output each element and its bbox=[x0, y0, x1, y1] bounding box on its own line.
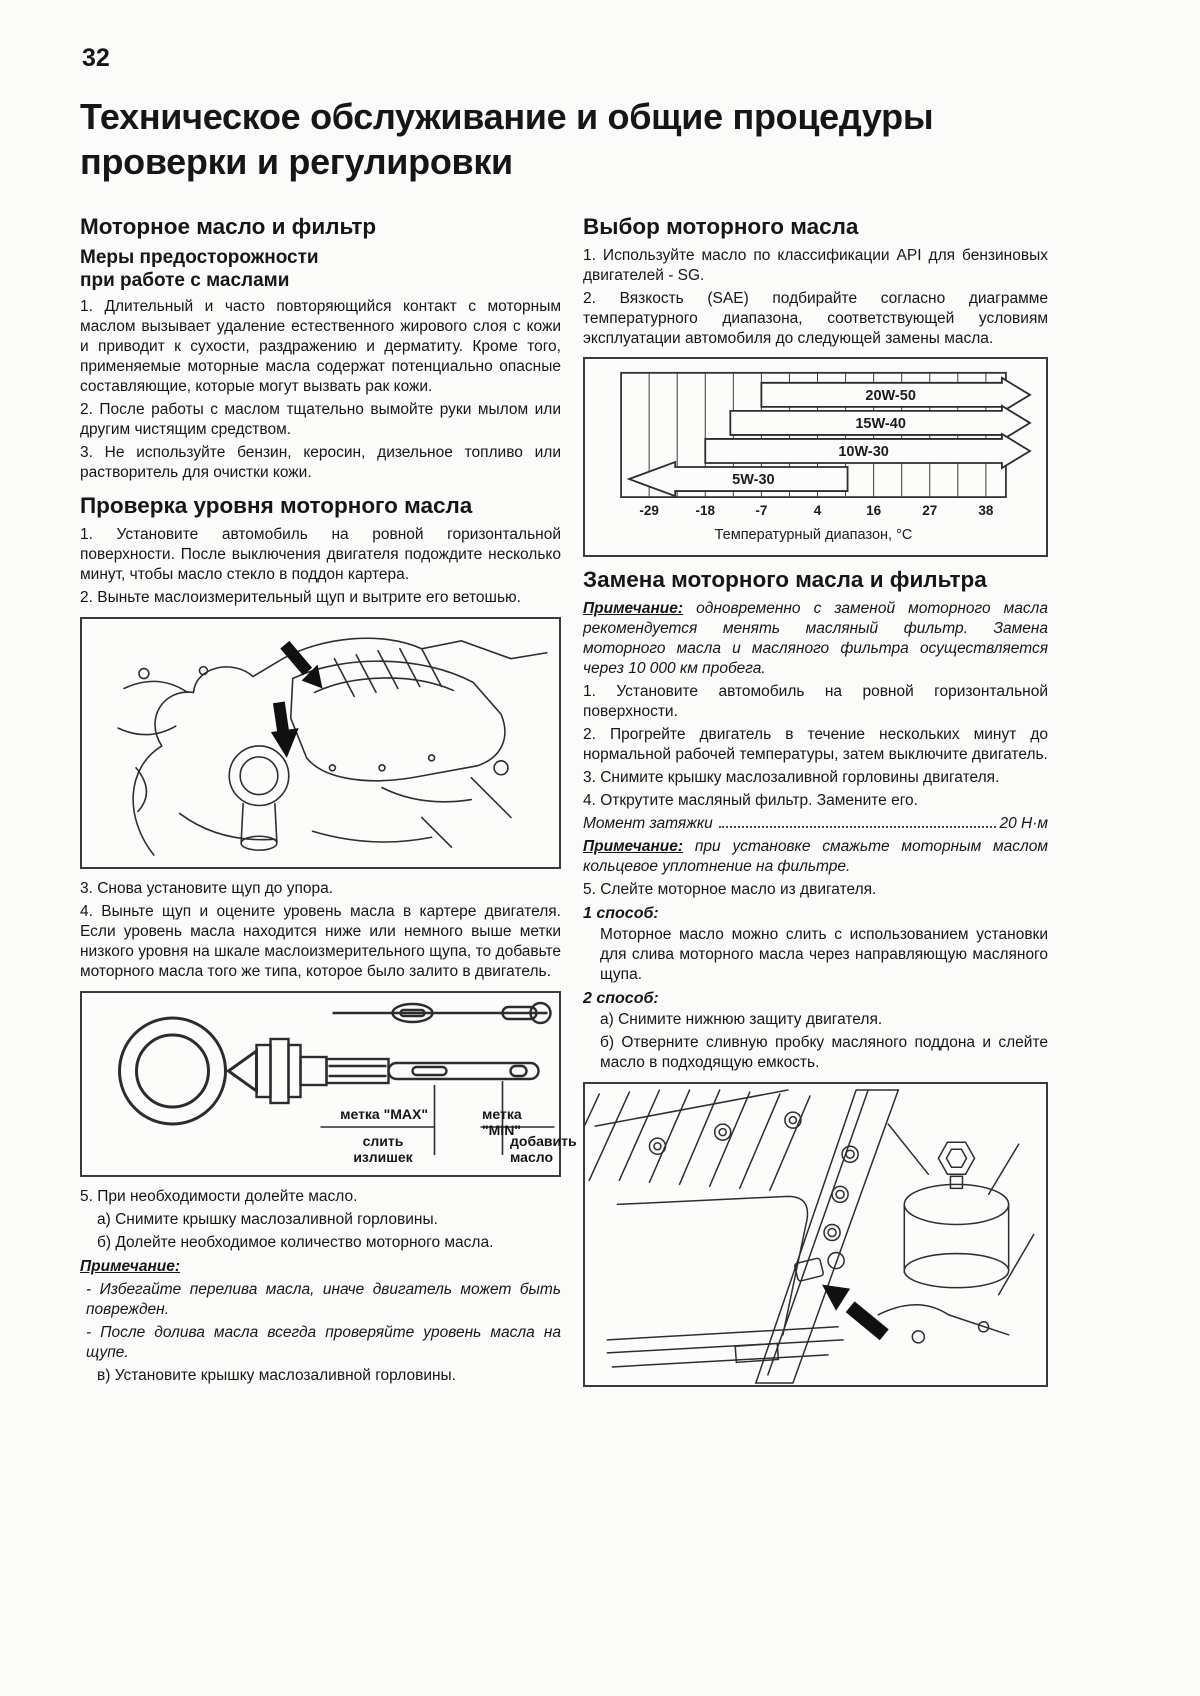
x-tick-label: 16 bbox=[866, 503, 882, 519]
step-item: 2. Вязкость (SAE) подбирайте согласно диаграмме температурного диапазона, соответствующей условиям эксплуатации автомобиля до следующей замены масла. bbox=[583, 290, 1048, 348]
note-label: Примечание: bbox=[583, 599, 684, 617]
step-item: 2. Выньте маслоизмерительный щуп и вытрите его ветошью. bbox=[80, 589, 521, 607]
dipstick-line-art bbox=[82, 993, 559, 1175]
precautions-heading-line2: при работе с маслами bbox=[80, 270, 290, 292]
note-label: Примечание: bbox=[583, 837, 684, 855]
viscosity-bars bbox=[629, 378, 1030, 496]
left-column bbox=[80, 204, 577, 1389]
step-item: 5. Слейте моторное масло из двигателя. bbox=[583, 880, 877, 898]
step-item: 2. Прогрейте двигатель в течение нескольких минут до нормальной рабочей температуры, затем выключите двигатель. bbox=[583, 725, 1048, 763]
method1-text: Моторное масло можно слить с использованием установки для слива моторного масла через направляющую масляного щупа. bbox=[600, 925, 1048, 983]
x-tick-label: 38 bbox=[978, 503, 994, 519]
x-tick-label: -18 bbox=[695, 503, 716, 519]
step-item: 5. При необходимости долейте масло. bbox=[80, 1188, 358, 1206]
method1-label: 1 способ: bbox=[583, 904, 659, 922]
method2-label: 2 способ: bbox=[583, 989, 659, 1007]
dipstick-add-oil-label: добавить масло bbox=[510, 1133, 577, 1166]
viscosity-temperature-chart bbox=[583, 357, 1048, 557]
note-label: Примечание: bbox=[80, 1258, 181, 1276]
section-heading-oil-replacement: Замена моторного масла и фильтра bbox=[583, 567, 987, 593]
note-block bbox=[583, 599, 1048, 679]
section-heading-oil-and-filter: Моторное масло и фильтр bbox=[80, 214, 377, 240]
bar-label: 20W-50 bbox=[865, 387, 916, 404]
dipstick-marks-figure bbox=[80, 991, 577, 1177]
x-tick-label: -29 bbox=[639, 503, 659, 519]
note-text: одновременно с заменой моторного масла рекомендуется менять масляный фильтр. Замена моторного масла и масляного фильтра осуществляется через 10 000 км пробега. bbox=[583, 599, 1048, 677]
engine-dipstick-location-figure bbox=[80, 617, 561, 869]
note-item: - После долива масла всегда проверяйте уровень масла на щупе. bbox=[86, 1323, 561, 1361]
substep-item: в) Установите крышку маслозаливной горловины. bbox=[97, 1366, 456, 1384]
subheading-precautions bbox=[80, 246, 561, 292]
torque-spec-row bbox=[583, 815, 1048, 833]
drain-plug-line-art bbox=[585, 1084, 1046, 1385]
x-tick-label: 4 bbox=[813, 503, 822, 519]
precautions-heading-line1: Меры предосторожности bbox=[80, 247, 319, 269]
section-heading-level-check: Проверка уровня моторного масла bbox=[80, 493, 473, 519]
torque-spec-label: Момент затяжки bbox=[583, 814, 713, 832]
two-column-layout bbox=[80, 204, 1068, 1396]
page-number: 32 bbox=[82, 44, 110, 72]
page-title: Техническое обслуживание и общие процедуры проверки и регулировки bbox=[80, 96, 934, 182]
substep-item: а) Снимите нижнюю защиту двигателя. bbox=[600, 1010, 883, 1028]
drain-plug-figure bbox=[583, 1082, 1048, 1387]
torque-spec-value: 20 Н·м bbox=[999, 814, 1048, 832]
note-block bbox=[80, 1257, 561, 1277]
substep-item: б) Отверните сливную пробку масляного поддона и слейте масло в подходящую емкость. bbox=[600, 1033, 1048, 1071]
x-tick-label: 27 bbox=[922, 503, 938, 519]
bar-label: 5W-30 bbox=[732, 472, 775, 489]
step-item: 3. Снова установите щуп до упора. bbox=[80, 880, 334, 898]
x-tick-label: -7 bbox=[755, 503, 768, 519]
engine-line-art bbox=[82, 619, 559, 867]
dipstick-max-mark-label: метка "MAX" bbox=[340, 1106, 428, 1123]
step-item: 1. Используйте масло по классификации API для бензиновых двигателей - SG. bbox=[583, 247, 1048, 285]
bar-label: 15W-40 bbox=[855, 415, 906, 432]
note-item: - Избегайте перелива масла, иначе двигатель может быть поврежден. bbox=[86, 1281, 561, 1318]
viscosity-chart-svg bbox=[585, 359, 1046, 555]
substep-item: б) Долейте необходимое количество моторного масла. bbox=[97, 1234, 494, 1252]
bar-label: 10W-30 bbox=[838, 444, 889, 461]
step-item: 1. Установите автомобиль на ровной горизонтальной поверхности. После выключения двигателя подождите несколько минут, чтобы масло стекло в поддон картера. bbox=[80, 526, 561, 584]
precaution-item: 1. Длительный и часто повторяющийся контакт с моторным маслом вызывает удаление естественного жирового слоя с кожи и приводит к сухости, раздражению и дерматиту. Кроме того, применяемые моторные масла содержат потенциально опасные составляющие, которые могут вызвать рак кожи. bbox=[80, 298, 561, 396]
dipstick-drain-excess-label: слить излишек bbox=[353, 1133, 413, 1166]
step-item: 3. Снимите крышку маслозаливной горловины двигателя. bbox=[583, 768, 1000, 786]
step-item: 4. Открутите масляный фильтр. Замените его. bbox=[583, 791, 918, 809]
right-column bbox=[583, 204, 1048, 1396]
step-item: 1. Установите автомобиль на ровной горизонтальной поверхности. bbox=[583, 682, 1048, 720]
section-heading-oil-selection: Выбор моторного масла bbox=[583, 214, 859, 240]
substep-item: а) Снимите крышку маслозаливной горловины. bbox=[97, 1211, 438, 1229]
note-text: при установке смажьте моторным маслом кольцевое уплотнение на фильтре. bbox=[583, 837, 1048, 875]
step-item: 4. Выньте щуп и оцените уровень масла в картере двигателя. Если уровень масла находится ниже или немного выше метки низкого уровня на шкале маслоизмерительного щупа, то добавьте моторного масла того же типа, которое было залито в двигатель. bbox=[80, 903, 561, 981]
dipstick-min-mark-label: метка "MIN" bbox=[482, 1106, 522, 1139]
note-block bbox=[583, 837, 1048, 877]
precaution-item: 3. Не используйте бензин, керосин, дизельное топливо или растворитель для очистки кожи. bbox=[80, 444, 561, 482]
x-axis-label: Температурный диапазон, °С bbox=[714, 527, 913, 544]
precaution-item: 2. После работы с маслом тщательно вымойте руки мылом или другим чистящим средством. bbox=[80, 401, 561, 439]
dot-leader bbox=[719, 825, 997, 828]
